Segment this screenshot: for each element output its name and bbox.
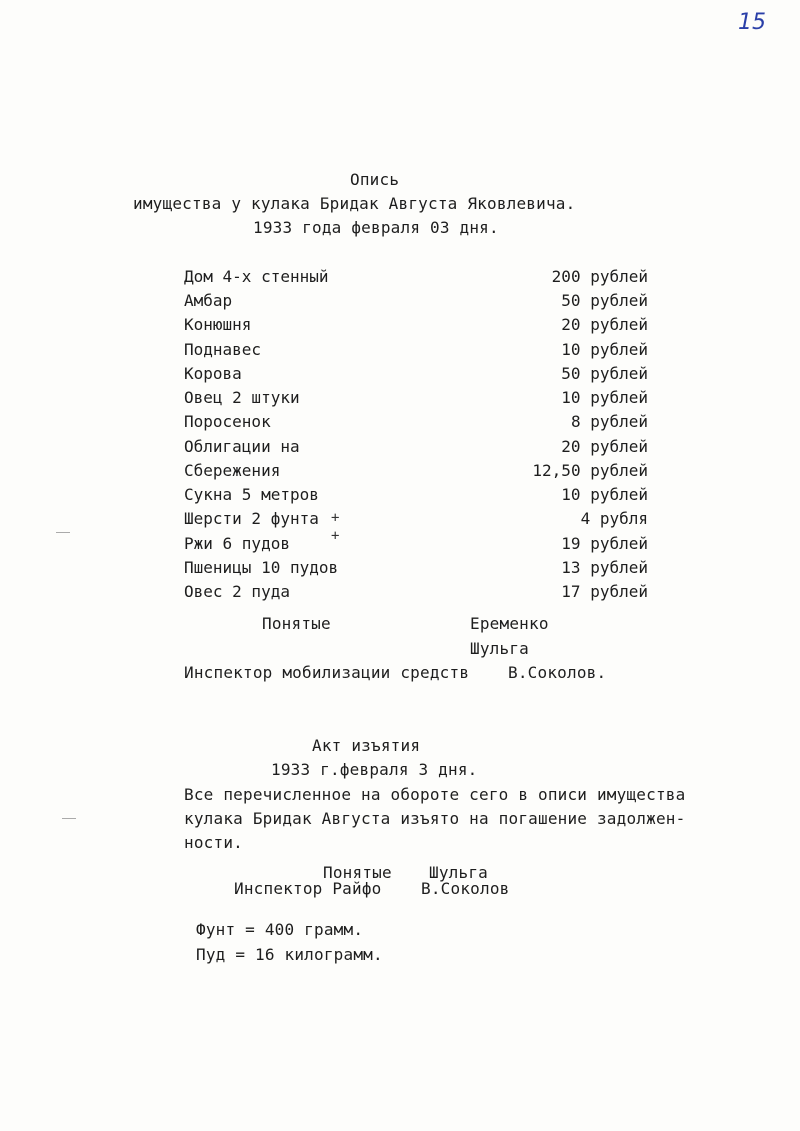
inspector-label: Инспектор мобилизации средств bbox=[184, 663, 470, 682]
note-line: Пуд = 16 килограмм. bbox=[196, 945, 383, 964]
inventory-item: Поднавес bbox=[184, 340, 262, 359]
inventory-item: Корова bbox=[184, 364, 242, 383]
witnesses-label: Понятые bbox=[323, 863, 392, 882]
inventory-item: Дом 4-х стенный bbox=[184, 267, 329, 286]
inventory-row bbox=[184, 267, 648, 291]
inventory-row bbox=[184, 412, 648, 436]
inventory-row bbox=[184, 485, 648, 509]
inspector-label: Инспектор Райфо bbox=[234, 879, 382, 898]
inventory-value: 10 рублей bbox=[561, 485, 648, 504]
inventory-subtitle: имущества у кулака Бридак Августа Яковлевича. bbox=[133, 194, 576, 213]
inventory-item: Поросенок bbox=[184, 412, 271, 431]
inventory-value: 10 рублей bbox=[561, 388, 648, 407]
inventory-item: Сбережения bbox=[184, 461, 281, 480]
inventory-row bbox=[184, 364, 648, 388]
inventory-value: 13 рублей bbox=[561, 558, 648, 577]
act-title: Акт изъятия bbox=[312, 736, 421, 755]
act-body-line: ности. bbox=[184, 833, 243, 852]
witnesses-label: Понятые bbox=[262, 614, 331, 633]
plus-mark: + bbox=[331, 528, 340, 544]
inventory-value: 12,50 рублей bbox=[532, 461, 648, 480]
inspector-name: В.Соколов bbox=[421, 879, 510, 898]
inventory-title: Опись bbox=[350, 170, 400, 189]
inventory-row bbox=[184, 509, 648, 533]
inspector-name: В.Соколов. bbox=[508, 663, 607, 682]
inventory-item: Конюшня bbox=[184, 315, 252, 334]
inventory-item: Овес 2 пуда bbox=[184, 582, 290, 601]
margin-mark bbox=[62, 818, 76, 819]
note-line: Фунт = 400 грамм. bbox=[196, 920, 364, 939]
act-body-line: кулака Бридак Августа изъято на погашение задолжен- bbox=[184, 809, 686, 828]
inventory-row bbox=[184, 437, 648, 461]
inventory-value: 19 рублей bbox=[561, 534, 648, 553]
inventory-value: 20 рублей bbox=[561, 315, 648, 334]
inventory-item: Амбар bbox=[184, 291, 233, 310]
inventory-value: 17 рублей bbox=[561, 582, 648, 601]
inventory-row bbox=[184, 461, 648, 485]
inventory-item: Овец 2 штуки bbox=[184, 388, 300, 407]
witness-name: Шульга bbox=[470, 639, 529, 658]
act-date: 1933 г.февраля 3 дня. bbox=[271, 760, 478, 779]
inventory-value: 200 рублей bbox=[551, 267, 648, 286]
inventory-row bbox=[184, 315, 648, 339]
inventory-value: 4 рубля bbox=[580, 509, 648, 528]
inventory-item: Шерсти 2 фунта bbox=[184, 509, 319, 528]
margin-mark bbox=[56, 532, 70, 533]
witness-name: Еременко bbox=[470, 614, 549, 633]
inventory-row bbox=[184, 582, 648, 606]
inventory-value: 50 рублей bbox=[561, 291, 648, 310]
plus-mark: + bbox=[331, 510, 340, 526]
witness-name: Шульга bbox=[429, 863, 488, 882]
inventory-row bbox=[184, 534, 648, 558]
inventory-row bbox=[184, 558, 648, 582]
page-number: 15 bbox=[738, 10, 766, 35]
inventory-item: Облигации на bbox=[184, 437, 300, 456]
inventory-item: Пшеницы 10 пудов bbox=[184, 558, 339, 577]
act-body-line: Все перечисленное на обороте сего в описи имущества bbox=[184, 785, 686, 804]
inventory-value: 50 рублей bbox=[561, 364, 648, 383]
inventory-item: Ржи 6 пудов bbox=[184, 534, 290, 553]
inventory-row bbox=[184, 340, 648, 364]
inventory-value: 10 рублей bbox=[561, 340, 648, 359]
inventory-row bbox=[184, 388, 648, 412]
inventory-row bbox=[184, 291, 648, 315]
inventory-value: 8 рублей bbox=[570, 412, 648, 431]
inventory-date: 1933 года февраля 03 дня. bbox=[253, 218, 499, 237]
inventory-value: 20 рублей bbox=[561, 437, 648, 456]
inventory-item: Сукна 5 метров bbox=[184, 485, 319, 504]
